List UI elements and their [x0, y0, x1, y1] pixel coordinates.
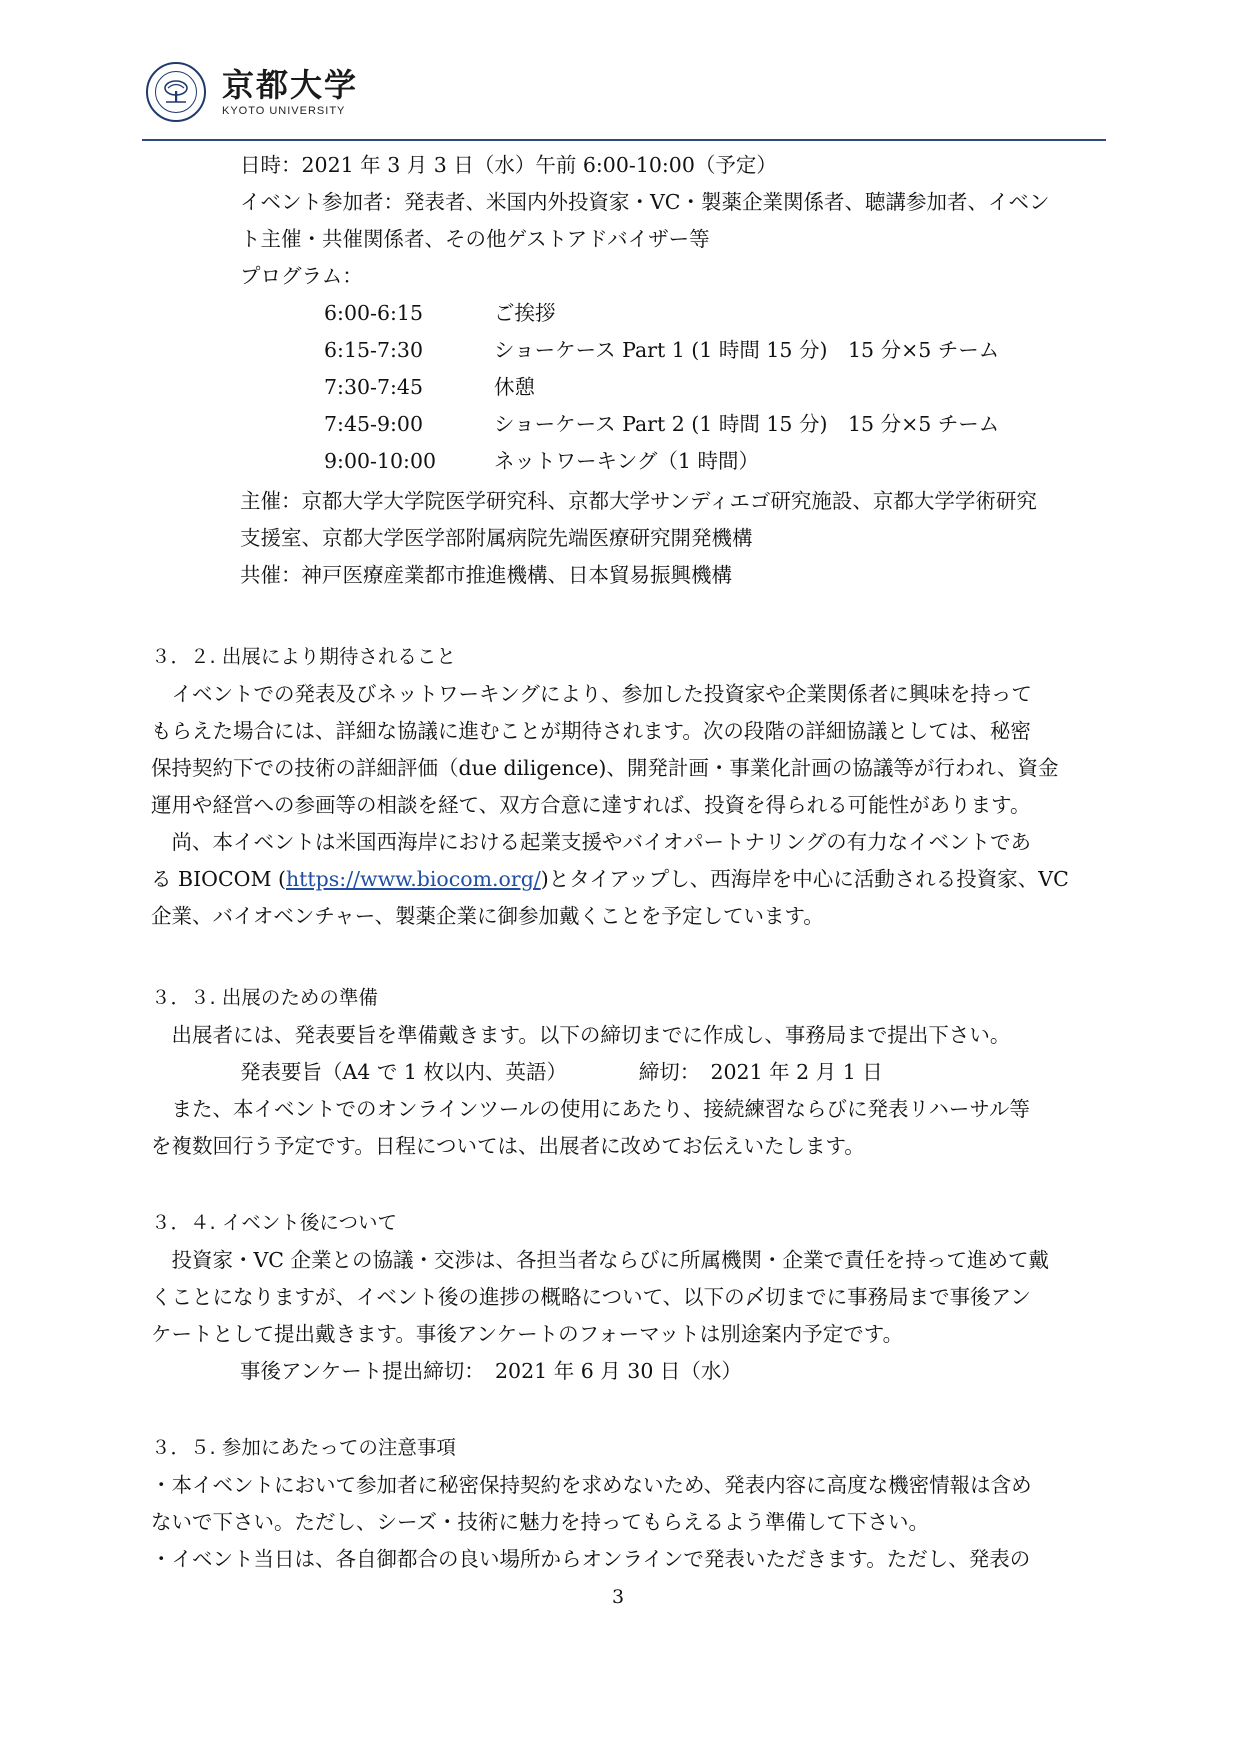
paragraph-line: ケートとして提出戴きます。事後アンケートのフォーマットは別途案内予定です。 [151, 1322, 904, 1346]
header-divider [142, 139, 1106, 141]
paragraph-line: 企業、バイオベンチャー、製薬企業に御参加戴くことを予定しています。 [151, 904, 824, 928]
abstract-deadline: 発表要旨（A4 で 1 枚以内、英語） 締切： 2021 年 2 月 1 日 [240, 1060, 883, 1084]
paragraph-line: ・本イベントにおいて参加者に秘密保持契約を求めないため、発表内容に高度な機密情報は含め [151, 1473, 1032, 1497]
paragraph-line: 出展者には、発表要旨を準備戴きます。以下の締切までに作成し、事務局まで提出下さい。 [151, 1023, 1011, 1047]
program-desc: ショーケース Part 2 (1 時間 15 分) 15 分×5 チーム [494, 412, 1000, 436]
paragraph-line: ・イベント当日は、各自御都合の良い場所からオンラインで発表いただきます。ただし、発表の [151, 1547, 1031, 1571]
survey-deadline: 事後アンケート提出締切： 2021 年 6 月 30 日（水） [240, 1359, 742, 1383]
program-desc: 休憩 [494, 375, 535, 399]
section-heading-3-4: ３．４. イベント後について [151, 1211, 398, 1234]
section-heading-3-2: ３．２. 出展により期待されること [151, 645, 456, 668]
paragraph-line: 尚、本イベントは米国西海岸における起業支援やバイオパートナリングの有力なイベントであ [151, 830, 1032, 854]
program-time: 7:30-7:45 [324, 375, 423, 399]
paragraph-line: を複数回行う予定です。日程については、出展者に改めてお伝えいたします。 [151, 1134, 865, 1158]
section-heading-3-5: ３．５. 参加にあたっての注意事項 [151, 1436, 456, 1459]
event-participants-line-1: イベント参加者：発表者、米国内外投資家・VC・製薬企業関係者、聴講参加者、イベン [240, 190, 1050, 214]
event-date: 日時：2021 年 3 月 3 日（水）午前 6:00-10:00（予定） [240, 153, 777, 177]
paragraph-line: 保持契約下での技術の詳細評価（due diligence)、開発計画・事業化計画の協議等が行われ、資金 [151, 756, 1059, 780]
program-time: 6:15-7:30 [324, 338, 423, 362]
paragraph-line: ないで下さい。ただし、シーズ・技術に魅力を持ってもらえるよう準備して下さい。 [151, 1510, 929, 1534]
paragraph-line: 投資家・VC 企業との協議・交渉は、各担当者ならびに所属機関・企業で責任を持って進めて戴 [151, 1248, 1050, 1272]
program-time: 6:00-6:15 [324, 301, 423, 325]
event-cohost: 共催：神戸医療産業都市推進機構、日本貿易振興機構 [240, 563, 732, 587]
paragraph-line: また、本イベントでのオンラインツールの使用にあたり、接続練習ならびに発表リハーサル等 [151, 1097, 1030, 1121]
program-label: プログラム： [240, 264, 363, 288]
paragraph-line: イベントでの発表及びネットワーキングにより、参加した投資家や企業関係者に興味を持って [151, 682, 1032, 706]
biocom-link[interactable]: https://www.biocom.org/ [285, 867, 541, 891]
letterhead [146, 62, 358, 122]
paragraph-line: 運用や経営への参画等の相談を経て、双方合意に達すれば、投資を得られる可能性があります。 [151, 793, 1031, 817]
university-seal-icon [146, 62, 206, 122]
paragraph-line: もらえた場合には、詳細な協議に進むことが期待されます。次の段階の詳細協議としては、秘密 [151, 719, 1031, 743]
paragraph-line: る BIOCOM (https://www.biocom.org/)とタイアップし、西海岸を中心に活動される投資家、VC [151, 867, 1069, 891]
section-heading-3-3: ３．３. 出展のための準備 [151, 986, 378, 1009]
paragraph-line: くことになりますが、イベント後の進捗の概略について、以下の〆切までに事務局まで事後アン [151, 1285, 1031, 1309]
program-desc: ご挨拶 [494, 301, 556, 325]
event-participants-line-2: ト主催・共催関係者、その他ゲストアドバイザー等 [240, 227, 710, 251]
university-name-ja: 京都大学 [222, 66, 359, 104]
event-host-line-1: 主催：京都大学大学院医学研究科、京都大学サンディエゴ研究施設、京都大学学術研究 [240, 489, 1037, 513]
program-time: 7:45-9:00 [324, 412, 423, 436]
tree-icon [161, 77, 191, 107]
page-number: 3 [612, 1586, 625, 1608]
program-time: 9:00-10:00 [324, 449, 437, 473]
program-desc: ネットワーキング（1 時間） [494, 449, 759, 473]
event-host-line-2: 支援室、京都大学医学部附属病院先端医療研究開発機構 [240, 526, 753, 550]
university-name-en: KYOTO UNIVERSITY [222, 105, 346, 117]
program-desc: ショーケース Part 1 (1 時間 15 分) 15 分×5 チーム [494, 338, 1000, 362]
